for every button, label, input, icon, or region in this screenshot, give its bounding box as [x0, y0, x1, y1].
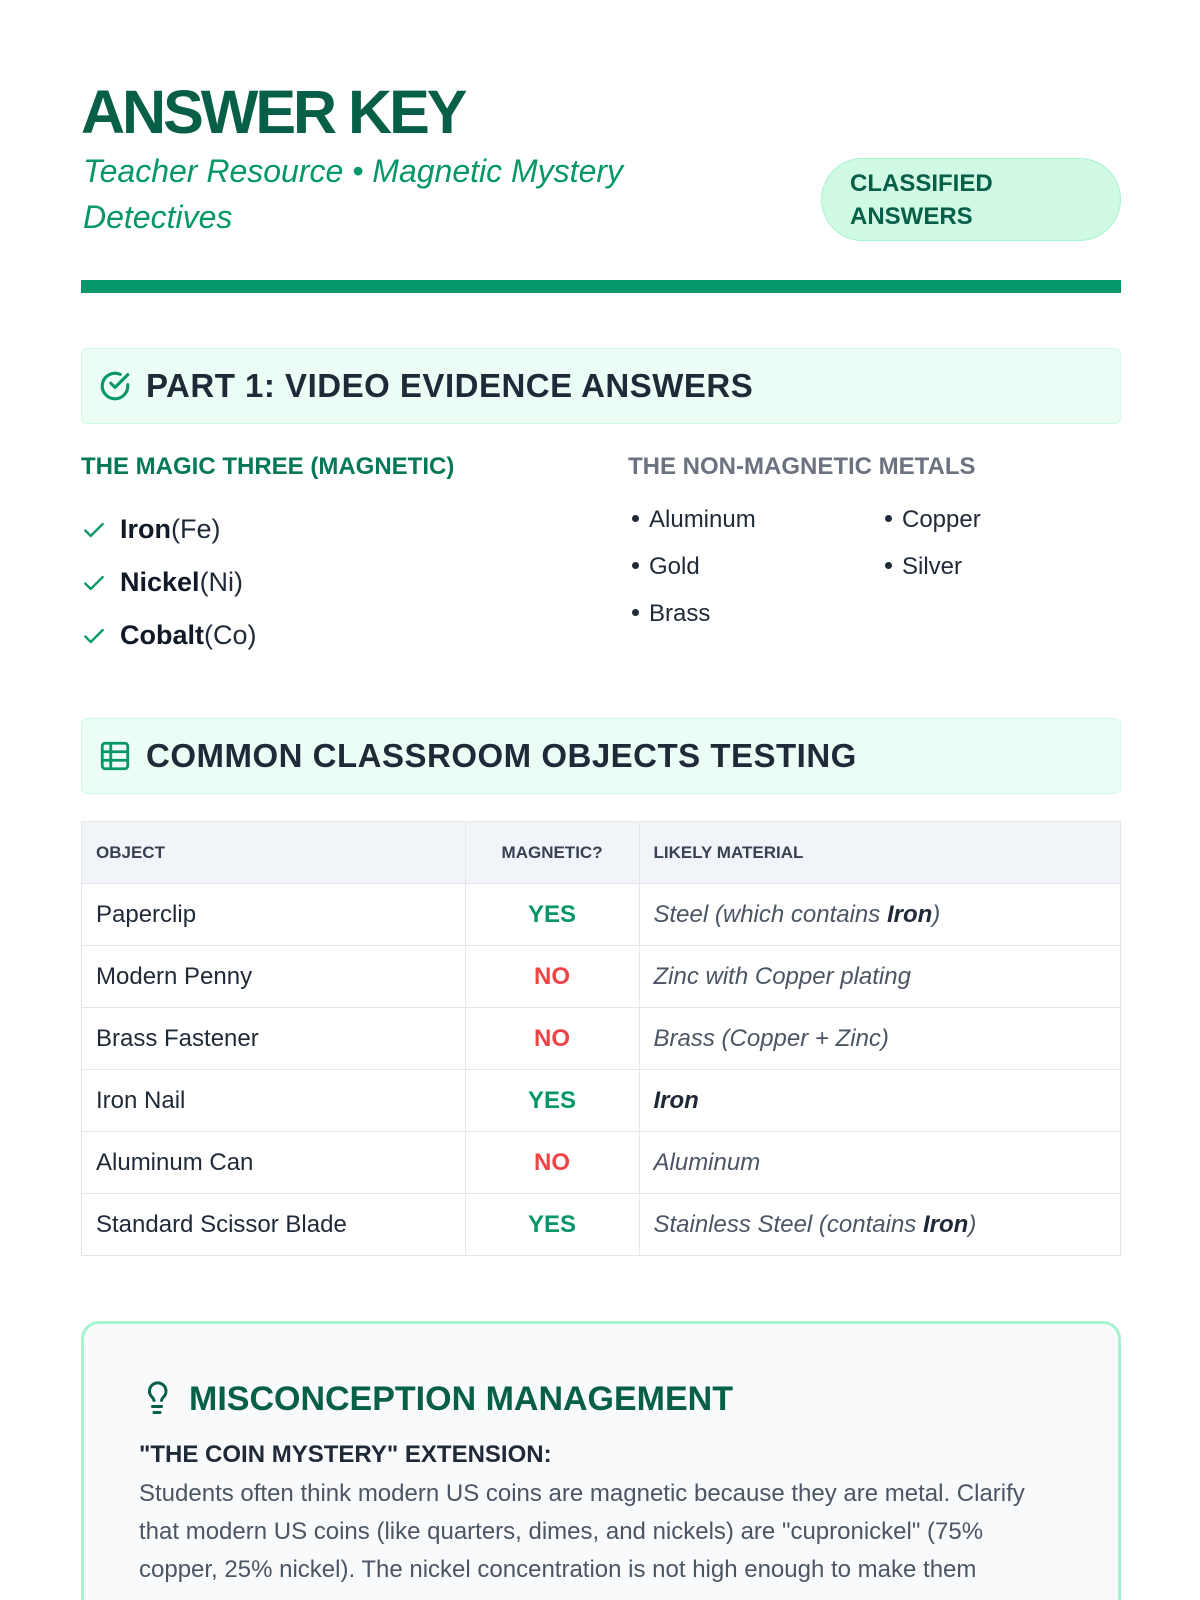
element-symbol: (Fe) [171, 514, 221, 544]
material-emphasis: Iron [922, 1210, 969, 1238]
magnetic-cell: YES [465, 1070, 639, 1132]
list-item [628, 506, 756, 534]
column-header: LIKELY MATERIAL [639, 822, 1121, 884]
object-cell: Paperclip [82, 884, 466, 946]
material-cell [639, 946, 1121, 1008]
objects-section-header [81, 718, 1121, 794]
magnetic-cell: YES [465, 1194, 639, 1256]
list-item [881, 506, 981, 534]
metal-name: Silver [902, 553, 963, 580]
misconception-title: MISCONCEPTION MANAGEMENT [189, 1379, 733, 1418]
misconception-card [81, 1321, 1121, 1600]
magnetic-cell: YES [465, 884, 639, 946]
element-symbol: (Ni) [199, 567, 244, 597]
part1-title: PART 1: VIDEO EVIDENCE ANSWERS [146, 367, 754, 404]
material-cell [639, 884, 1121, 946]
check-icon [81, 517, 107, 543]
material-text: Steel (which contains [653, 900, 887, 928]
material-cell [639, 1194, 1121, 1256]
material-text-end: ) [932, 900, 941, 928]
table-row [82, 1194, 1121, 1256]
list-item [81, 503, 257, 556]
table-row [82, 1008, 1121, 1070]
material-cell [639, 1008, 1121, 1070]
object-cell: Iron Nail [82, 1070, 466, 1132]
list-item [881, 553, 962, 581]
table-row [82, 1070, 1121, 1132]
page-title: ANSWER KEY [81, 78, 465, 146]
magnetic-cell: NO [465, 1008, 639, 1070]
column-header: OBJECT [82, 822, 466, 884]
table-row [82, 884, 1121, 946]
metal-name: Aluminum [649, 506, 756, 533]
material-text: Zinc with Copper plating [653, 962, 911, 990]
material-emphasis: Iron [886, 900, 933, 928]
check-icon [81, 570, 107, 596]
page-subtitle: Teacher Resource • Magnetic Mystery Detectives [83, 153, 624, 235]
material-cell [639, 1070, 1121, 1132]
classified-badge: CLASSIFIED ANSWERS [821, 158, 1121, 241]
table-row [82, 946, 1121, 1008]
table-header-row [82, 822, 1121, 884]
objects-table [81, 821, 1121, 1256]
material-cell [639, 1132, 1121, 1194]
element-name: Nickel [120, 567, 200, 597]
magic-three-heading: THE MAGIC THREE (MAGNETIC) [81, 453, 455, 480]
part1-section-header [81, 348, 1121, 424]
objects-title: COMMON CLASSROOM OBJECTS TESTING [146, 737, 857, 774]
magnetic-cell: NO [465, 1132, 639, 1194]
object-cell: Aluminum Can [82, 1132, 466, 1194]
material-text: Aluminum [653, 1148, 761, 1176]
non-magnetic-heading: THE NON-MAGNETIC METALS [628, 453, 976, 480]
header-divider [81, 280, 1121, 293]
misconception-heading [139, 1379, 1063, 1419]
element-name: Cobalt [120, 620, 204, 650]
metal-name: Brass [649, 600, 711, 627]
object-cell: Standard Scissor Blade [82, 1194, 466, 1256]
list-item [81, 609, 257, 662]
column-header: MAGNETIC? [465, 822, 639, 884]
object-cell: Brass Fastener [82, 1008, 466, 1070]
lightbulb-icon [139, 1379, 175, 1419]
magnetic-metals-list [81, 503, 257, 662]
material-text: Brass (Copper + Zinc) [653, 1024, 889, 1052]
coin-mystery-text: Students often think modern US coins are magnetic because they are metal. Clarify that modern US coins (like quarters, dimes, and nickels) are "cupronickel" (75% copper, 25% nickel). The nickel concentration is not high enough to make them [139, 1480, 1025, 1583]
material-text-end: ) [968, 1210, 977, 1238]
check-icon [81, 623, 107, 649]
element-name: Iron [120, 514, 171, 544]
table-row [82, 1132, 1121, 1194]
material-text: Stainless Steel (contains [653, 1210, 923, 1238]
coin-mystery-subheading: "THE COIN MYSTERY" EXTENSION: [139, 1441, 552, 1468]
bullet [885, 562, 892, 569]
bullet [632, 609, 639, 616]
element-symbol: (Co) [204, 620, 257, 650]
magnetic-cell: NO [465, 946, 639, 1008]
table-icon [98, 739, 132, 773]
bullet [632, 515, 639, 522]
list-item [628, 600, 710, 628]
material-emphasis: Iron [653, 1086, 699, 1114]
metal-name: Gold [649, 553, 700, 580]
object-cell: Modern Penny [82, 946, 466, 1008]
check-circle-icon [98, 369, 132, 403]
metal-name: Copper [902, 506, 981, 533]
list-item [81, 556, 257, 609]
bullet [632, 562, 639, 569]
list-item [628, 553, 700, 581]
bullet [885, 515, 892, 522]
